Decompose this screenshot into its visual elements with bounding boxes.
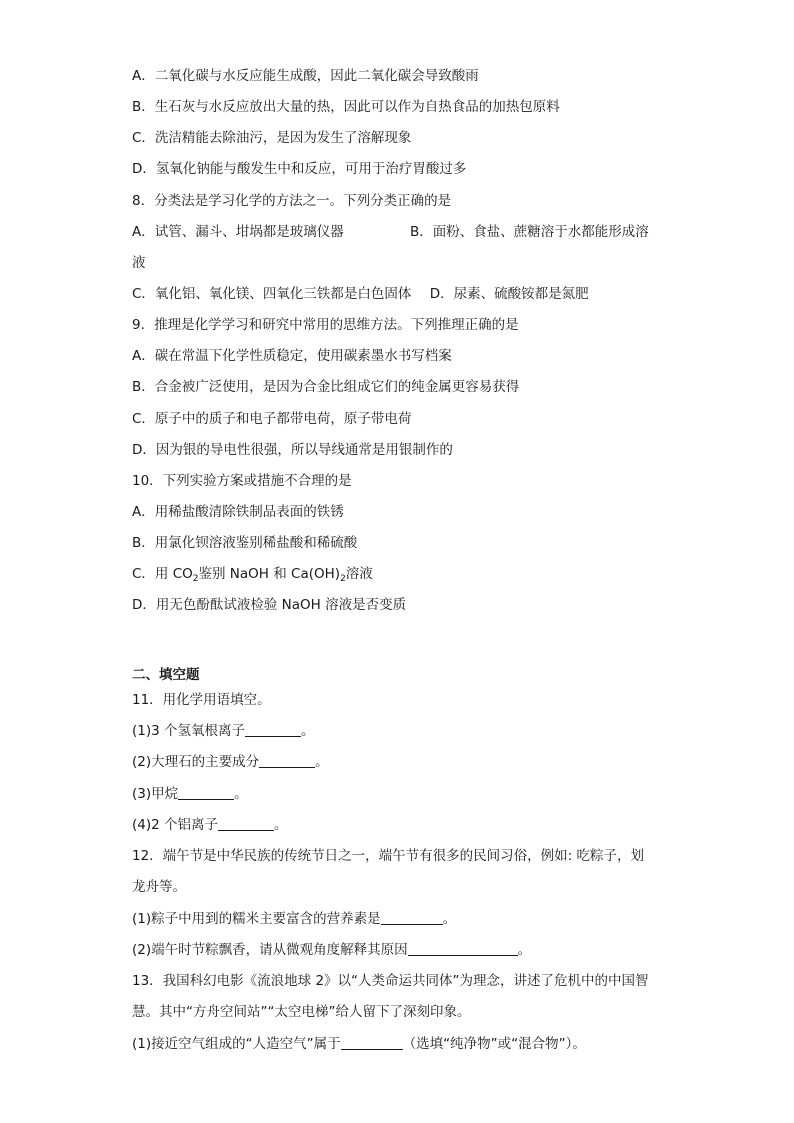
- q7-option-c: C．洗洁精能去除油污，是因为发生了溶解现象: [132, 130, 412, 146]
- q10-option-d: D．用无色酚酞试液检验 NaOH 溶液是否变质: [132, 597, 407, 613]
- answer-blank[interactable]: [178, 785, 234, 800]
- q7-option-a: A．二氧化碳与水反应能生成酸，因此二氧化碳会导致酸雨: [132, 68, 479, 84]
- q13-stem-line2: 慧。其中“方舟空间站”“太空电梯”给人留下了深刻印象。: [132, 1004, 471, 1020]
- q8-option-d: D．尿素、硫酸铵都是氮肥: [429, 286, 589, 302]
- q9-option-c: C．原子中的质子和电子都带电荷，原子带电荷: [132, 411, 412, 427]
- answer-blank[interactable]: [245, 722, 301, 737]
- q11-part3: (3)甲烷 。: [132, 786, 248, 802]
- q10-option-a: A．用稀盐酸清除铁制品表面的铁锈: [132, 504, 344, 520]
- q8-option-b: B．面粉、食盐、蔗糖溶于水都能形成溶: [410, 224, 649, 240]
- q12-part1: (1)粽子中用到的糯米主要富含的营养素是 。: [132, 911, 457, 927]
- q9-option-d: D．因为银的导电性很强，所以导线通常是用银制作的: [132, 442, 453, 458]
- section-heading: 二、填空题: [132, 667, 200, 683]
- q11-part4: (4)2 个铝离子 。: [132, 817, 288, 833]
- q13-stem-line1: 13．我国科幻电影《流浪地球 2》以“人类命运共同体”为理念，讲述了危机中的中国智: [132, 973, 649, 989]
- q9-option-a: A．碳在常温下化学性质稳定，使用碳素墨水书写档案: [132, 348, 452, 364]
- q8-option-c: C．氧化铝、氧化镁、四氧化三铁都是白色固体: [132, 286, 412, 302]
- q8-options-ab: [132, 223, 662, 241]
- q8-options-cd: [132, 285, 589, 303]
- answer-blank[interactable]: [408, 941, 518, 956]
- q9-stem: 9．推理是化学学习和研究中常用的思维方法。下列推理正确的是: [132, 317, 519, 333]
- answer-blank[interactable]: [259, 753, 315, 768]
- q11-stem: 11．用化学用语填空。: [132, 692, 271, 708]
- q8-option-b-continued: 液: [132, 255, 146, 271]
- q9-option-b: B．合金被广泛使用，是因为合金比组成它们的纯金属更容易获得: [132, 379, 520, 395]
- answer-blank[interactable]: [341, 1035, 403, 1050]
- q10-option-b: B．用氯化钡溶液鉴别稀盐酸和稀硫酸: [132, 535, 358, 551]
- q10-option-c: C．用 $CO_2$鉴别 NaOH 和 $Ca(OH)_2$溶液: [132, 566, 373, 584]
- q12-part2: (2)端午时节粽飘香，请从微观角度解释其原因 。: [132, 942, 532, 958]
- q7-option-d: D．氢氧化钠能与酸发生中和反应，可用于治疗胃酸过多: [132, 161, 467, 177]
- q11-part1: (1)3 个氢氧根离子 。: [132, 723, 315, 739]
- q12-stem-line2: 龙舟等。: [132, 879, 186, 895]
- q7-option-b: B．生石灰与水反应放出大量的热，因此可以作为自热食品的加热包原料: [132, 99, 560, 115]
- q11-part2: (2)大理石的主要成分 。: [132, 754, 329, 770]
- q13-part1: (1)接近空气组成的“人造空气”属于 （选填“纯净物”或“混合物”）。: [132, 1036, 586, 1052]
- answer-blank[interactable]: [218, 816, 274, 831]
- q8-option-a: A．试管、漏斗、坩埚都是玻璃仪器: [132, 224, 344, 240]
- q10-stem: 10．下列实验方案或措施不合理的是: [132, 473, 352, 489]
- q8-stem: 8．分类法是学习化学的方法之一。下列分类正确的是: [132, 193, 452, 209]
- answer-blank[interactable]: [381, 910, 443, 925]
- q12-stem-line1: 12．端午节是中华民族的传统节日之一，端午节有很多的民间习俗，例如: 吃粽子，划: [132, 848, 645, 864]
